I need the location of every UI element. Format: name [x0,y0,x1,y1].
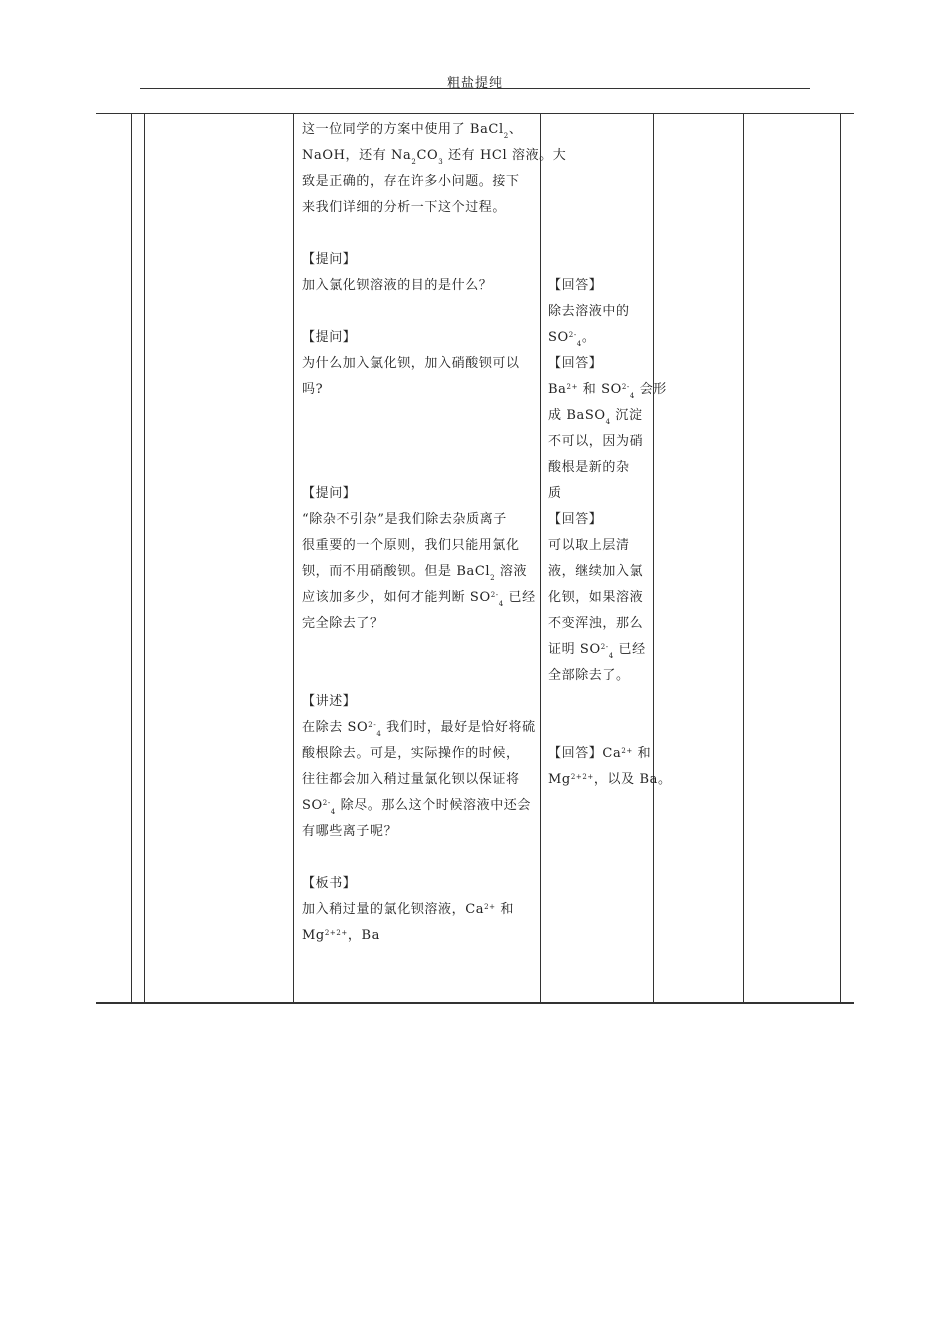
col-divider-5 [653,113,654,1004]
teacher-line [302,719,536,738]
teacher-line [302,511,507,528]
student-line [548,355,602,372]
subscript: 3 [438,158,444,166]
student-line [548,667,630,684]
student-line [548,407,643,426]
line-text: 钡，而不用硝酸钡。但是 BaCl [302,564,491,579]
line-text: 完全除去了？ [302,616,384,631]
student-line [548,537,630,554]
line-text: 【提问】 [302,252,357,267]
teacher-line [302,771,520,788]
line-text: Mg [302,928,325,943]
subscript: 2 [411,158,417,166]
line-text: 加入氯化钡溶液的目的是什么？ [302,278,493,293]
subscript: 4 [498,600,504,608]
line-text: 很重要的一个原则，我们只能用氯化 [302,538,520,553]
student-line [548,771,672,790]
superscript: 2+ [621,747,633,755]
subscript: 4 [629,392,635,400]
col-divider-4 [540,113,541,1004]
student-line [548,641,646,660]
subscript: 2 [503,132,509,140]
col-divider-2 [144,113,145,1004]
line-text: 【板书】 [302,876,357,891]
student-line [548,329,595,348]
superscript: 2+ [336,929,348,937]
student-line [548,277,602,294]
teacher-line [302,745,520,762]
line-text: 不变浑浊，那么 [548,616,644,631]
teacher-line [302,277,492,294]
student-line [548,433,643,450]
line-text: SO [548,330,569,345]
line-text: 【回答】Ca [548,746,622,761]
col-divider-7 [840,113,841,1004]
superscript: 2+ [324,929,337,937]
line-text: 【回答】 [548,512,603,527]
teacher-line [302,693,356,710]
line-text: 这一位同学的方案中使用了 BaCl [302,122,504,137]
line-text: 致是正确的，存在许多小问题。接下 [302,174,520,189]
teacher-line [302,537,520,554]
teacher-line [302,121,522,140]
teacher-line [302,355,520,372]
line-text: 为什么加入氯化钡，加入硝酸钡可以 [302,356,520,371]
teacher-line [302,823,397,840]
table-top-border [96,113,854,114]
line-text: Ba [548,382,567,397]
line-text: 成 BaSO [548,408,606,423]
line-text: SO [302,798,323,813]
superscript: 2+ [570,773,583,781]
line-text: 液，继续加入氯 [548,564,644,579]
teacher-line [302,875,356,892]
line-text: 可以取上层清 [548,538,630,553]
line-text: 已经 [613,642,646,657]
student-line [548,303,630,320]
superscript: 2- [368,721,377,729]
line-text: 来我们详细的分析一下这个过程。 [302,200,507,215]
subscript: 4 [605,418,611,426]
student-line [548,563,643,580]
teacher-line [302,147,566,166]
line-text: 、 [508,122,523,137]
line-text: 往往都会加入稍过量氯化钡以保证将 [302,772,520,787]
student-line [548,459,630,476]
line-text: 【提问】 [302,486,357,501]
line-text: 加入稍过量的氯化钡溶液，Ca [302,902,485,917]
line-text: “除杂不引杂”是我们除去杂质离子 [302,512,507,527]
student-line [548,589,643,606]
line-text: ，以及 Ba [593,772,658,787]
line-text: 【回答】 [548,278,603,293]
student-line [548,485,562,502]
line-text: 和 SO [578,382,622,397]
teacher-line [302,901,514,920]
teacher-line [302,615,384,632]
line-text: 酸根除去。可是，实际操作的时候， [302,746,520,761]
teacher-line [302,381,323,398]
superscript: 2- [490,591,499,599]
header-rule [140,88,810,89]
table-bottom-border [96,1002,854,1004]
teacher-line [302,251,356,268]
line-text: 全部除去了。 [548,668,630,683]
line-text: 我们时，最好是恰好将硫 [381,720,536,735]
line-text: 【讲述】 [302,694,357,709]
student-line [548,615,643,632]
line-text: 除尽。那么这个时候溶液中还会 [335,798,531,813]
superscript: 2- [322,799,331,807]
subscript: 4 [376,730,382,738]
line-text: 【提问】 [302,330,357,345]
line-text: 除去溶液中的 [548,304,630,319]
line-text: ，Ba [347,928,381,943]
student-line [548,381,667,400]
teacher-line [302,173,520,190]
subscript: 4 [608,652,614,660]
line-text: 【回答】 [548,356,603,371]
line-text: 化钡，如果溶液 [548,590,644,605]
teacher-line [302,199,506,216]
teacher-line [302,927,380,946]
line-text: 和 [495,902,514,917]
line-text: 还有 HCl 溶液。大 [443,148,567,163]
student-line [548,745,651,764]
subscript: 4 [330,808,336,816]
line-text: 质 [548,486,562,501]
page-header-title: 粗盐提纯 [446,76,503,91]
superscript: 2- [621,383,630,391]
superscript: 2+ [566,383,579,391]
lesson-table [96,113,854,1004]
teacher-line [302,589,536,608]
line-text: NaOH，还有 Na [302,148,412,163]
line-text: 不可以，因为硝 [548,434,644,449]
col-divider-3 [293,113,294,1004]
superscript: 2+ [582,773,594,781]
line-text: 证明 SO [548,642,601,657]
subscript: 2 [490,574,496,582]
subscript: 4 [576,340,582,348]
line-text: 吗? [302,382,324,397]
line-text: 溶液 [495,564,528,579]
line-text: 应该加多少，如何才能判断 SO [302,590,491,605]
col-divider-1 [131,113,132,1004]
line-text: 有哪些离子呢？ [302,824,398,839]
teacher-line [302,797,531,816]
teacher-line [302,485,356,502]
superscript: 2- [600,643,609,651]
line-text: Mg [548,772,571,787]
teacher-line [302,329,356,346]
student-line [548,511,602,528]
line-text: 。 [657,772,672,787]
line-text: 和 [632,746,652,761]
superscript: 2- [568,331,577,339]
line-text: 已经 [503,590,536,605]
superscript: 2+ [484,903,496,911]
line-text: 。 [581,330,596,345]
line-text: 酸根是新的杂 [548,460,630,475]
line-text: 会形 [634,382,667,397]
col-divider-6 [743,113,744,1004]
line-text: CO [416,148,439,163]
teacher-line [302,563,527,582]
line-text: 在除去 SO [302,720,369,735]
line-text: 沉淀 [610,408,643,423]
